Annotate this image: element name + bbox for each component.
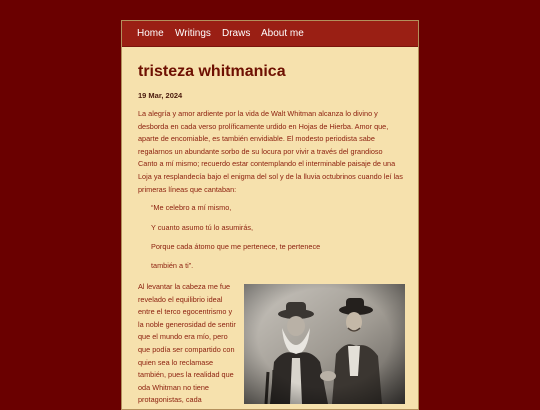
post-title: tristeza whitmanica — [138, 63, 286, 80]
post-date: 19 Mar, 2024 — [138, 91, 183, 100]
quote-line-4: también a ti”. — [151, 261, 194, 270]
whitman-photo — [244, 284, 405, 404]
nav-draws-link[interactable]: Draws — [222, 28, 251, 39]
quote-line-3: Porque cada átomo que me pertenece, te pertenece — [151, 242, 321, 251]
content-panel — [121, 20, 419, 410]
post-paragraph-2: Al levantar la cabeza me fue revelado el equilibrio ideal entre el terco egocentrismo y la noble generosidad de sentir que el mundo era mío, pero que podía ser compartido con quien sea lo reclamase también, pues la realidad que oda Whitman no tiene protagonistas, cada — [138, 282, 236, 405]
quote-line-2: Y cuanto asumo tú lo asumirás, — [151, 223, 254, 232]
nav-writings-link[interactable]: Writings — [175, 28, 211, 39]
nav-home-link[interactable]: Home — [137, 28, 164, 39]
post-paragraph-1: La alegría y amor ardiente por la vida de Walt Whitman alcanza lo divino y desborda en cada verso prolíficamente urdido en Hojas de Hierba. Amor que, aparte de encomiable, es también envidiable. El modesto periodista sabe regalarnos un abundante sorbo de su locura por vivir a través del grandioso Canto a mí mismo; recuerdo estar contemplando el interminable paisaje de una Loja ya resplandecía bajo el enigma del sol y de la lluvia octubrinos cuando leí las primeras líneas que cantaban: — [138, 109, 403, 194]
navbar — [122, 21, 418, 47]
quote-line-1: “Me celebro a mí mismo, — [151, 203, 232, 212]
nav-about-link[interactable]: About me — [261, 28, 304, 39]
photo-illustration — [244, 284, 405, 404]
